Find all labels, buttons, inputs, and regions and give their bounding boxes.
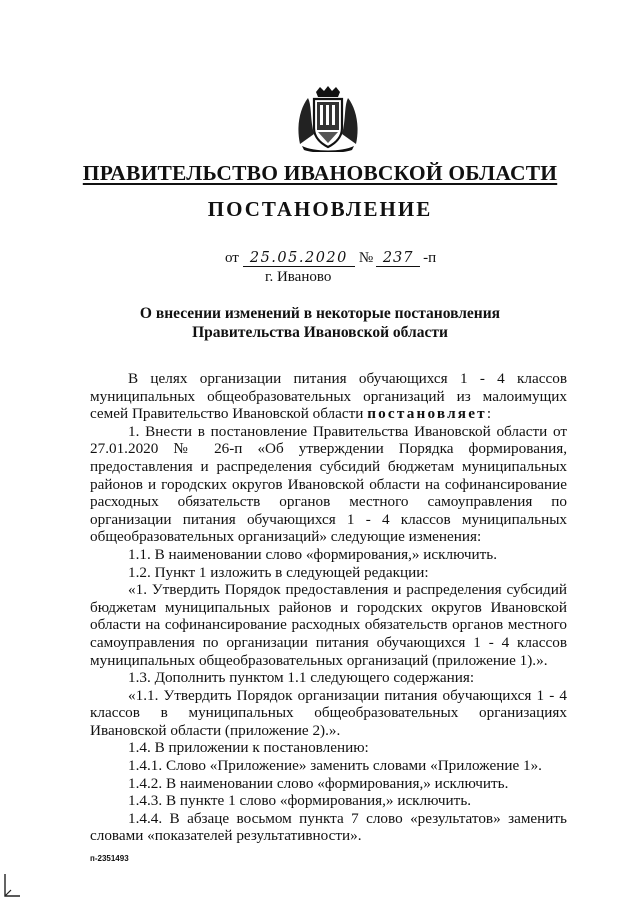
clause-1-4-3: 1.4.3. В пункте 1 слово «формирования,» исключить. xyxy=(128,792,472,810)
clause-1-2-quote: «1. Утвердить Порядок предоставления и распределения субсидий бюджетам муниципальных районов и городских округов Ивановской области на софинансирование расходных обязательств органов местного самоуправления по организации питания обучающихся 1 - 4 классов муниципальных общеобразовательных организаций (приложение 1).». xyxy=(90,581,567,669)
date-prefix: от xyxy=(225,250,239,266)
clause-1-4: 1.4. В приложении к постановлению: xyxy=(128,739,369,757)
clause-1-4-4: 1.4.4. В абзаце восьмом пункта 7 слово «результатов» заменить словами «показателей результативности». xyxy=(90,809,567,845)
clause-1-2: 1.2. Пункт 1 изложить в следующей редакции: xyxy=(128,563,429,581)
clause-1-1: 1.1. В наименовании слово «формирования,» исключить. xyxy=(128,545,498,563)
subject-line-1: О внесении изменений в некоторые постановления xyxy=(139,305,501,322)
document-code: п-2351493 xyxy=(90,854,129,863)
resolves-word: постановляет xyxy=(367,405,487,423)
document-type-title: ПОСТАНОВЛЕНИЕ xyxy=(207,197,433,221)
clause-1-3-quote: «1.1. Утвердить Порядок организации питания обучающихся 1 - 4 классов в муниципальных общеобразовательных организациях Ивановской области (приложение 2).». xyxy=(90,686,567,739)
date-number-line xyxy=(225,249,436,267)
coat-of-arms-icon xyxy=(294,86,362,152)
preamble-colon: : xyxy=(486,405,492,423)
corner-mark-icon xyxy=(2,872,22,900)
document-subject xyxy=(90,304,550,342)
clause-1-3: 1.3. Дополнить пунктом 1.1 следующего содержания: xyxy=(128,669,475,687)
document-date: 25.05.2020 xyxy=(243,250,355,267)
preamble-paragraph xyxy=(90,370,567,423)
document-body xyxy=(90,370,567,845)
organization-name: ПРАВИТЕЛЬСТВО ИВАНОВСКОЙ ОБЛАСТИ xyxy=(82,161,558,185)
preamble-text: В целях организации питания обучающихся 1 - 4 классов муниципальных общеобразовательных организаций из малоимущих семей Правительство Ивановской области xyxy=(90,370,567,423)
subject-line-2: Правительства Ивановской области xyxy=(192,324,448,341)
number-suffix: -п xyxy=(423,250,437,266)
number-sign: № xyxy=(358,250,374,266)
city-name: г. Иваново xyxy=(265,269,332,285)
clause-1: 1. Внести в постановление Правительства Ивановской области от 27.01.2020 № 26-п «Об утверждении Порядка формирования, предоставления и распределения субсидий бюджетам муниципальных районов и городских округов Ивановской области на софинансирование расходных обязательств органов местного самоуправления по организации питания обучающихся 1 - 4 классов муниципальных общеобразовательных организаций» следующие изменения: xyxy=(90,422,567,546)
clause-1-4-2: 1.4.2. В наименовании слово «формирования,» исключить. xyxy=(128,774,509,792)
document-number: 237 xyxy=(376,250,420,267)
clause-1-4-1: 1.4.1. Слово «Приложение» заменить словами «Приложение 1». xyxy=(128,757,542,775)
